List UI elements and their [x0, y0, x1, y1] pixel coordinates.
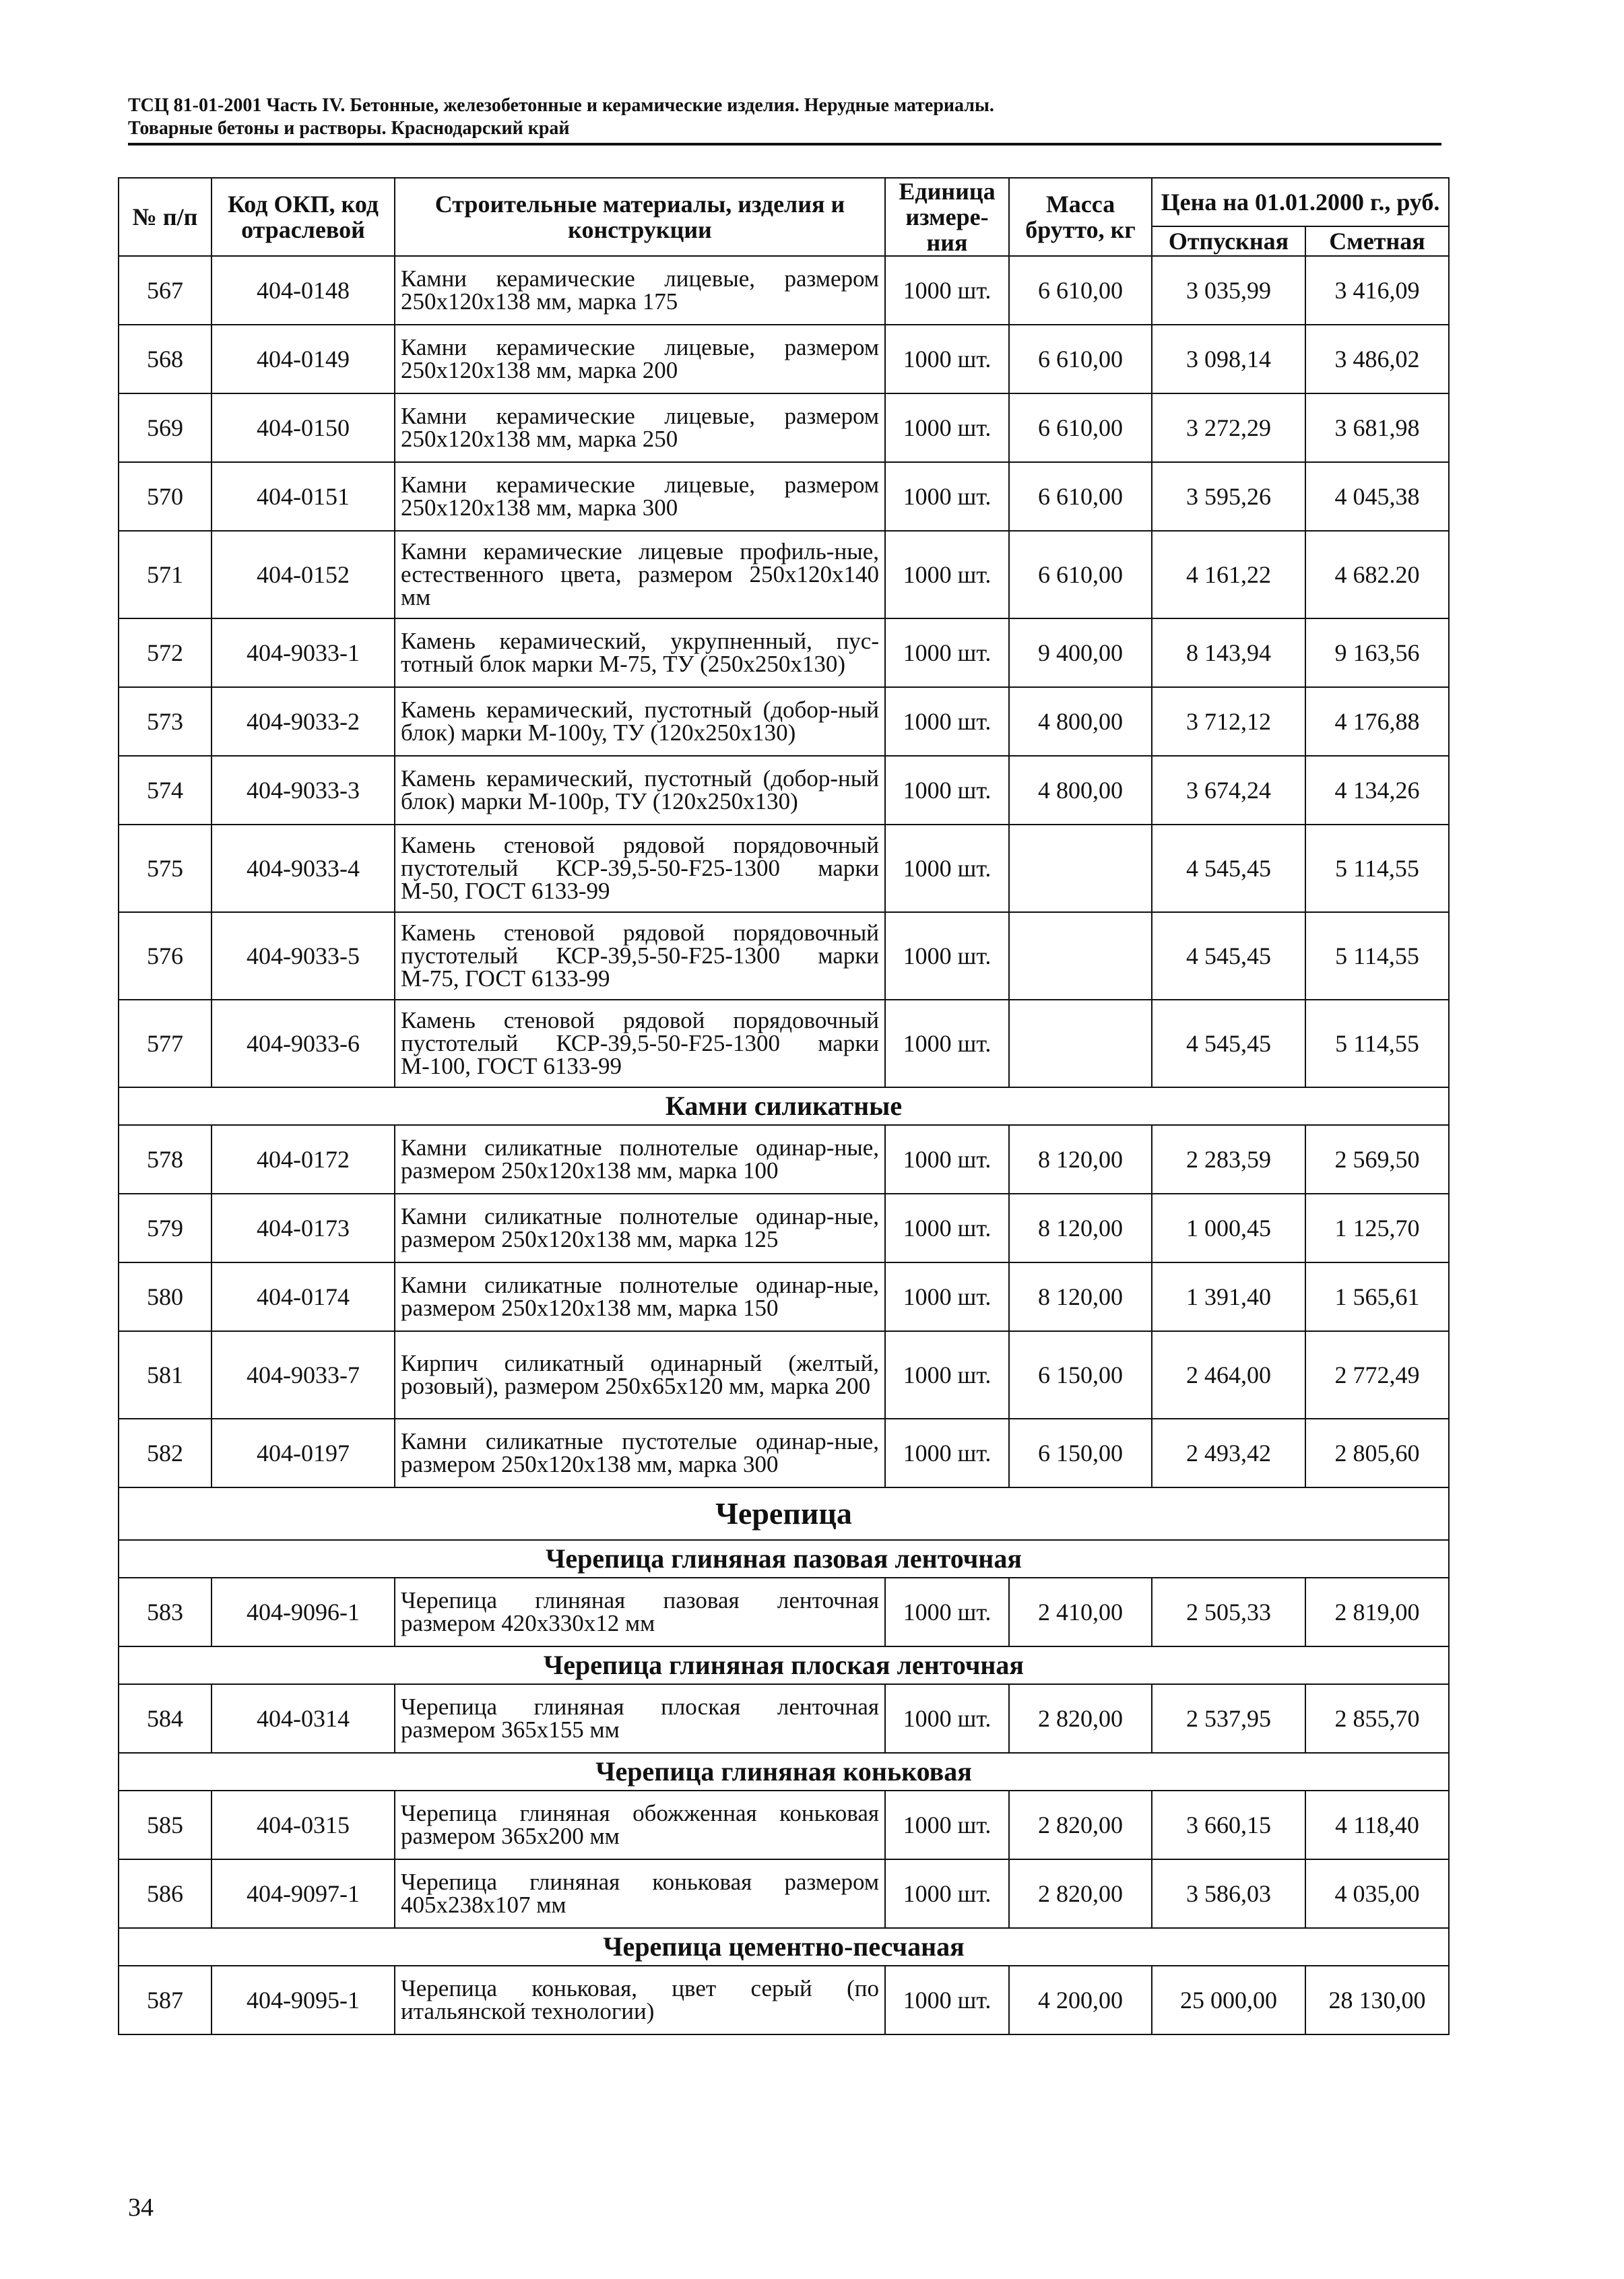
row-num: 587 — [119, 1966, 212, 2034]
row-price-release: 3 712,12 — [1152, 687, 1305, 756]
section-title: Камни силикатные — [119, 1087, 1449, 1125]
row-unit: 1000 шт. — [885, 756, 1009, 825]
table-row — [119, 912, 1449, 1000]
price-table — [118, 177, 1450, 2035]
row-num: 585 — [119, 1791, 212, 1859]
group-heading-row — [119, 1487, 1449, 1540]
row-code: 404-9033-3 — [212, 756, 395, 825]
row-mass: 6 610,00 — [1009, 256, 1152, 325]
row-unit: 1000 шт. — [885, 1262, 1009, 1331]
table-row — [119, 393, 1449, 462]
row-name: Камни силикатные пустотелые одинар-ные, размером 250х120х138 мм, марка 300 — [395, 1419, 885, 1487]
section-heading-row — [119, 1646, 1449, 1684]
row-unit: 1000 шт. — [885, 687, 1009, 756]
row-num: 583 — [119, 1578, 212, 1646]
row-name: Камни керамические лицевые, размером 250х120х138 мм, марка 300 — [395, 462, 885, 531]
row-name: Черепица глиняная обожженная коньковая размером 365х200 мм — [395, 1791, 885, 1859]
section-heading-row — [119, 1087, 1449, 1125]
header-code: Код ОКП, код отраслевой — [212, 178, 395, 256]
row-num: 573 — [119, 687, 212, 756]
header-price: Цена на 01.01.2000 г., руб. — [1152, 178, 1449, 226]
row-code: 404-0315 — [212, 1791, 395, 1859]
row-unit: 1000 шт. — [885, 1419, 1009, 1487]
row-mass: 2 410,00 — [1009, 1578, 1152, 1646]
row-num: 575 — [119, 825, 212, 912]
row-code: 404-9033-6 — [212, 1000, 395, 1087]
row-mass: 8 120,00 — [1009, 1194, 1152, 1262]
table-row — [119, 531, 1449, 618]
row-unit: 1000 шт. — [885, 618, 1009, 687]
table-row — [119, 462, 1449, 531]
row-num: 580 — [119, 1262, 212, 1331]
row-unit: 1000 шт. — [885, 462, 1009, 531]
row-price-release: 8 143,94 — [1152, 618, 1305, 687]
row-unit: 1000 шт. — [885, 325, 1009, 393]
row-unit: 1000 шт. — [885, 1966, 1009, 2034]
row-mass: 8 120,00 — [1009, 1125, 1152, 1194]
header-price-release: Отпускная — [1152, 226, 1305, 256]
row-mass: 2 820,00 — [1009, 1859, 1152, 1928]
row-num: 568 — [119, 325, 212, 393]
row-price-estimate: 4 035,00 — [1305, 1859, 1449, 1928]
row-code: 404-0174 — [212, 1262, 395, 1331]
row-name: Черепица глиняная плоская ленточная размером 365х155 мм — [395, 1684, 885, 1753]
table-row — [119, 1791, 1449, 1859]
row-unit: 1000 шт. — [885, 1684, 1009, 1753]
row-mass: 2 820,00 — [1009, 1791, 1152, 1859]
header-mass: Масса брутто, кг — [1009, 178, 1152, 256]
row-code: 404-9097-1 — [212, 1859, 395, 1928]
row-name: Камни силикатные полнотелые одинар-ные, размером 250х120х138 мм, марка 125 — [395, 1194, 885, 1262]
row-price-release: 1 391,40 — [1152, 1262, 1305, 1331]
table-row — [119, 1194, 1449, 1262]
table-body — [119, 256, 1449, 2034]
row-num: 574 — [119, 756, 212, 825]
table-row — [119, 325, 1449, 393]
row-code: 404-0151 — [212, 462, 395, 531]
row-name: Камень стеновой рядовой порядовочный пустотелый КСР-39,5-50-F25-1300 марки М-100, ГОСТ 6133-99 — [395, 1000, 885, 1087]
row-name: Камень стеновой рядовой порядовочный пустотелый КСР-39,5-50-F25-1300 марки М-75, ГОСТ 6133-99 — [395, 912, 885, 1000]
table-row — [119, 1262, 1449, 1331]
table-row — [119, 1419, 1449, 1487]
row-price-release: 4 545,45 — [1152, 825, 1305, 912]
table-row — [119, 1578, 1449, 1646]
row-price-release: 3 674,24 — [1152, 756, 1305, 825]
row-mass: 4 200,00 — [1009, 1966, 1152, 2034]
row-mass: 6 150,00 — [1009, 1419, 1152, 1487]
row-price-estimate: 28 130,00 — [1305, 1966, 1449, 2034]
row-price-estimate: 2 569,50 — [1305, 1125, 1449, 1194]
row-mass: 6 610,00 — [1009, 393, 1152, 462]
row-code: 404-0172 — [212, 1125, 395, 1194]
row-name: Камни керамические лицевые, размером 250х120х138 мм, марка 250 — [395, 393, 885, 462]
row-name: Камни силикатные полнотелые одинар-ные, размером 250х120х138 мм, марка 100 — [395, 1125, 885, 1194]
row-code: 404-0314 — [212, 1684, 395, 1753]
row-price-estimate: 4 045,38 — [1305, 462, 1449, 531]
row-num: 567 — [119, 256, 212, 325]
row-price-release: 3 272,29 — [1152, 393, 1305, 462]
table-row — [119, 825, 1449, 912]
row-name: Камень керамический, пустотный (добор-ный блок) марки М-100р, ТУ (120х250х130) — [395, 756, 885, 825]
row-price-estimate: 4 682.20 — [1305, 531, 1449, 618]
row-code: 404-0197 — [212, 1419, 395, 1487]
row-name: Черепица коньковая, цвет серый (по итальянской технологии) — [395, 1966, 885, 2034]
page-header — [128, 94, 1441, 146]
row-name: Кирпич силикатный одинарный (желтый, розовый), размером 250х65х120 мм, марка 200 — [395, 1331, 885, 1419]
section-title: Черепица — [119, 1487, 1449, 1540]
row-price-estimate: 5 114,55 — [1305, 1000, 1449, 1087]
row-price-estimate: 4 118,40 — [1305, 1791, 1449, 1859]
header-unit: Единица измере-ния — [885, 178, 1009, 256]
row-code: 404-0152 — [212, 531, 395, 618]
table-row — [119, 1000, 1449, 1087]
row-num: 571 — [119, 531, 212, 618]
row-price-release: 25 000,00 — [1152, 1966, 1305, 2034]
page-number: 34 — [128, 2193, 154, 2222]
row-code: 404-9033-5 — [212, 912, 395, 1000]
row-price-release: 3 595,26 — [1152, 462, 1305, 531]
row-unit: 1000 шт. — [885, 825, 1009, 912]
row-mass: 4 800,00 — [1009, 756, 1152, 825]
section-heading-row — [119, 1540, 1449, 1578]
row-mass: 6 610,00 — [1009, 531, 1152, 618]
header-rule — [128, 143, 1441, 146]
row-num: 582 — [119, 1419, 212, 1487]
header-price-estimate: Сметная — [1305, 226, 1449, 256]
row-price-release: 3 035,99 — [1152, 256, 1305, 325]
row-price-release: 2 283,59 — [1152, 1125, 1305, 1194]
row-num: 576 — [119, 912, 212, 1000]
row-price-estimate: 3 416,09 — [1305, 256, 1449, 325]
row-num: 572 — [119, 618, 212, 687]
row-code: 404-0173 — [212, 1194, 395, 1262]
row-num: 579 — [119, 1194, 212, 1262]
section-heading-row — [119, 1753, 1449, 1791]
header-num: № п/п — [119, 178, 212, 256]
row-mass — [1009, 1000, 1152, 1087]
row-mass: 6 610,00 — [1009, 325, 1152, 393]
row-name: Камень стеновой рядовой порядовочный пустотелый КСР-39,5-50-F25-1300 марки М-50, ГОСТ 6133-99 — [395, 825, 885, 912]
row-price-release: 2 493,42 — [1152, 1419, 1305, 1487]
row-unit: 1000 шт. — [885, 1194, 1009, 1262]
row-price-estimate: 9 163,56 — [1305, 618, 1449, 687]
row-price-estimate: 2 772,49 — [1305, 1331, 1449, 1419]
row-num: 570 — [119, 462, 212, 531]
row-price-release: 4 545,45 — [1152, 1000, 1305, 1087]
row-unit: 1000 шт. — [885, 531, 1009, 618]
section-title: Черепица глиняная коньковая — [119, 1753, 1449, 1791]
table-row — [119, 1966, 1449, 2034]
header-line-1: ТСЦ 81-01-2001 Часть IV. Бетонные, железобетонные и керамические изделия. Нерудные материалы. — [128, 95, 994, 116]
row-num: 586 — [119, 1859, 212, 1928]
row-mass: 9 400,00 — [1009, 618, 1152, 687]
row-name: Камень керамический, укрупненный, пус-тотный блок марки М-75, ТУ (250х250х130) — [395, 618, 885, 687]
row-code: 404-0148 — [212, 256, 395, 325]
table-row — [119, 756, 1449, 825]
table-row — [119, 618, 1449, 687]
row-name: Камни керамические лицевые, размером 250х120х138 мм, марка 200 — [395, 325, 885, 393]
row-price-release: 3 098,14 — [1152, 325, 1305, 393]
row-price-estimate: 2 805,60 — [1305, 1419, 1449, 1487]
row-mass: 6 610,00 — [1009, 462, 1152, 531]
row-code: 404-0150 — [212, 393, 395, 462]
table-row — [119, 1125, 1449, 1194]
row-price-estimate: 3 681,98 — [1305, 393, 1449, 462]
row-price-release: 3 660,15 — [1152, 1791, 1305, 1859]
row-price-release: 2 464,00 — [1152, 1331, 1305, 1419]
row-num: 578 — [119, 1125, 212, 1194]
row-code: 404-9033-7 — [212, 1331, 395, 1419]
row-price-release: 4 161,22 — [1152, 531, 1305, 618]
row-mass: 6 150,00 — [1009, 1331, 1152, 1419]
row-mass — [1009, 825, 1152, 912]
section-heading-row — [119, 1928, 1449, 1966]
row-name: Камни керамические лицевые, размером 250х120х138 мм, марка 175 — [395, 256, 885, 325]
row-price-estimate: 2 819,00 — [1305, 1578, 1449, 1646]
table-row — [119, 256, 1449, 325]
row-name: Камни силикатные полнотелые одинар-ные, размером 250х120х138 мм, марка 150 — [395, 1262, 885, 1331]
row-price-release: 2 505,33 — [1152, 1578, 1305, 1646]
row-price-release: 4 545,45 — [1152, 912, 1305, 1000]
header-line-2: Товарные бетоны и растворы. Краснодарский край — [128, 118, 570, 139]
row-unit: 1000 шт. — [885, 256, 1009, 325]
row-name: Камни керамические лицевые профиль-ные, естественного цвета, размером 250х120х140 мм — [395, 531, 885, 618]
table-row — [119, 1859, 1449, 1928]
row-code: 404-9033-2 — [212, 687, 395, 756]
row-unit: 1000 шт. — [885, 1125, 1009, 1194]
row-mass: 2 820,00 — [1009, 1684, 1152, 1753]
table-row — [119, 1331, 1449, 1419]
row-price-estimate: 5 114,55 — [1305, 825, 1449, 912]
row-unit: 1000 шт. — [885, 393, 1009, 462]
row-unit: 1000 шт. — [885, 912, 1009, 1000]
row-num: 584 — [119, 1684, 212, 1753]
row-name: Камень керамический, пустотный (добор-ный блок) марки М-100у, ТУ (120х250х130) — [395, 687, 885, 756]
row-price-release: 2 537,95 — [1152, 1684, 1305, 1753]
row-name: Черепица глиняная пазовая ленточная размером 420х330х12 мм — [395, 1578, 885, 1646]
row-price-estimate: 5 114,55 — [1305, 912, 1449, 1000]
row-code: 404-9095-1 — [212, 1966, 395, 2034]
table-header — [119, 178, 1449, 256]
row-price-estimate: 4 134,26 — [1305, 756, 1449, 825]
row-code: 404-0149 — [212, 325, 395, 393]
row-code: 404-9033-1 — [212, 618, 395, 687]
row-code: 404-9096-1 — [212, 1578, 395, 1646]
row-price-estimate: 1 565,61 — [1305, 1262, 1449, 1331]
row-price-estimate: 1 125,70 — [1305, 1194, 1449, 1262]
row-num: 581 — [119, 1331, 212, 1419]
row-mass — [1009, 912, 1152, 1000]
row-unit: 1000 шт. — [885, 1791, 1009, 1859]
row-num: 577 — [119, 1000, 212, 1087]
row-unit: 1000 шт. — [885, 1000, 1009, 1087]
row-price-release: 1 000,45 — [1152, 1194, 1305, 1262]
row-unit: 1000 шт. — [885, 1859, 1009, 1928]
row-name: Черепица глиняная коньковая размером 405х238х107 мм — [395, 1859, 885, 1928]
row-code: 404-9033-4 — [212, 825, 395, 912]
row-mass: 8 120,00 — [1009, 1262, 1152, 1331]
header-name: Строительные материалы, изделия и конструкции — [395, 178, 885, 256]
row-price-release: 3 586,03 — [1152, 1859, 1305, 1928]
row-price-estimate: 4 176,88 — [1305, 687, 1449, 756]
row-unit: 1000 шт. — [885, 1578, 1009, 1646]
table-row — [119, 687, 1449, 756]
row-mass: 4 800,00 — [1009, 687, 1152, 756]
row-unit: 1000 шт. — [885, 1331, 1009, 1419]
section-title: Черепица глиняная плоская ленточная — [119, 1646, 1449, 1684]
section-title: Черепица цементно-песчаная — [119, 1928, 1449, 1966]
row-num: 569 — [119, 393, 212, 462]
row-price-estimate: 3 486,02 — [1305, 325, 1449, 393]
table-row — [119, 1684, 1449, 1753]
section-title: Черепица глиняная пазовая ленточная — [119, 1540, 1449, 1578]
row-price-estimate: 2 855,70 — [1305, 1684, 1449, 1753]
